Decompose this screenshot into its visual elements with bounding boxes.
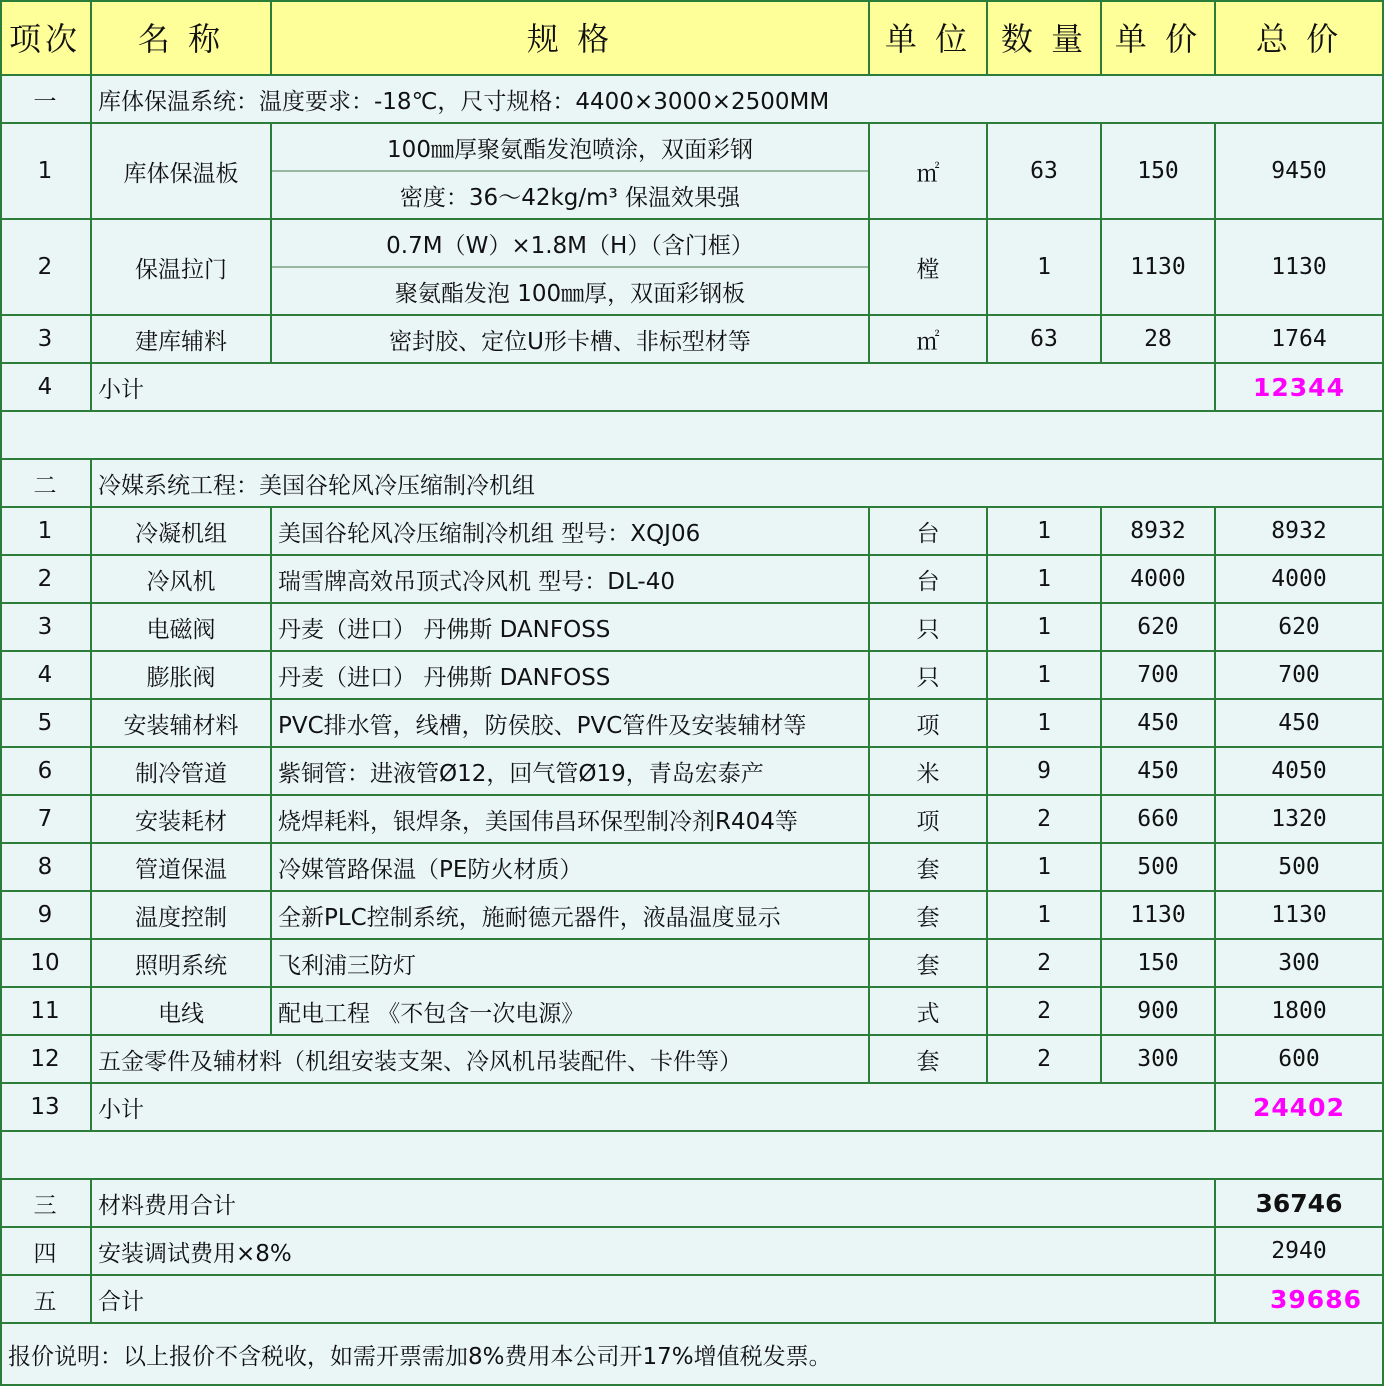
grand-label: 合计 (92, 1276, 1216, 1324)
item-spec (272, 220, 870, 316)
blank-row (0, 1132, 1384, 1180)
item-name: 照明系统 (92, 940, 272, 988)
blank-row (0, 412, 1384, 460)
item-name: 管道保温 (92, 844, 272, 892)
item-unit: 项 (870, 700, 988, 748)
item-total: 1130 (1216, 220, 1384, 316)
item-name: 库体保温板 (92, 124, 272, 220)
item-qty: 9 (988, 748, 1102, 796)
item-name: 电线 (92, 988, 272, 1036)
item-qty: 1 (988, 220, 1102, 316)
item-spec: 密封胶、定位U形卡槽、非标型材等 (272, 316, 870, 364)
item-qty: 2 (988, 988, 1102, 1036)
table-row-no: 3 (0, 604, 92, 652)
item-spec: 冷媒管路保温（PE防火材质） (272, 844, 870, 892)
item-name: 电磁阀 (92, 604, 272, 652)
item-price: 1130 (1102, 220, 1216, 316)
item-price: 700 (1102, 652, 1216, 700)
item-unit: 套 (870, 1036, 988, 1084)
item-unit: ㎡ (870, 124, 988, 220)
item-total: 1764 (1216, 316, 1384, 364)
item-price: 450 (1102, 748, 1216, 796)
item-unit: 台 (870, 556, 988, 604)
item-price: 500 (1102, 844, 1216, 892)
table-row-no: 1 (0, 508, 92, 556)
table-row-no: 8 (0, 844, 92, 892)
item-name: 冷风机 (92, 556, 272, 604)
header-qty: 数 量 (988, 0, 1102, 76)
item-unit: 只 (870, 652, 988, 700)
table-row-no: 12 (0, 1036, 92, 1084)
item-qty: 1 (988, 556, 1102, 604)
install-value: 2940 (1216, 1228, 1384, 1276)
spec-line-2: 聚氨酯发泡 100㎜厚，双面彩钢板 (394, 280, 746, 307)
item-total: 450 (1216, 700, 1384, 748)
item-unit: 项 (870, 796, 988, 844)
item-name: 保温拉门 (92, 220, 272, 316)
subtotal-label: 小计 (92, 1084, 1216, 1132)
install-label: 安装调试费用×8% (92, 1228, 1216, 1276)
item-total: 1800 (1216, 988, 1384, 1036)
item-unit: 套 (870, 892, 988, 940)
item-qty: 1 (988, 892, 1102, 940)
section2-no: 二 (0, 460, 92, 508)
subtotal-value: 12344 (1216, 364, 1384, 412)
section1-title: 库体保温系统：温度要求：-18℃，尺寸规格：4400×3000×2500MM (92, 76, 1384, 124)
item-qty: 1 (988, 652, 1102, 700)
section1-no: 一 (0, 76, 92, 124)
item-price: 900 (1102, 988, 1216, 1036)
table-row-no: 5 (0, 700, 92, 748)
item-name: 制冷管道 (92, 748, 272, 796)
item-name-spec: 五金零件及辅材料（机组安装支架、冷风机吊装配件、卡件等） (92, 1036, 870, 1084)
quote-note: 报价说明：以上报价不含税收，如需开票需加8%费用本公司开17%增值税发票。 (0, 1324, 1384, 1386)
item-spec: 飞利浦三防灯 (272, 940, 870, 988)
item-price: 300 (1102, 1036, 1216, 1084)
table-row-no: 3 (0, 316, 92, 364)
table-row-no: 7 (0, 796, 92, 844)
item-price: 450 (1102, 700, 1216, 748)
grand-no: 五 (0, 1276, 92, 1324)
header-unit: 单 位 (870, 0, 988, 76)
item-unit: 米 (870, 748, 988, 796)
item-name: 膨胀阀 (92, 652, 272, 700)
header-total: 总 价 (1216, 0, 1384, 76)
item-total: 9450 (1216, 124, 1384, 220)
item-unit: 套 (870, 940, 988, 988)
table-row-no: 11 (0, 988, 92, 1036)
item-price: 150 (1102, 940, 1216, 988)
subtotal-no: 4 (0, 364, 92, 412)
item-spec: 烧焊耗料，银焊条，美国伟昌环保型制冷剂R404等 (272, 796, 870, 844)
item-qty: 1 (988, 844, 1102, 892)
item-spec: 配电工程 《不包含一次电源》 (272, 988, 870, 1036)
item-qty: 2 (988, 940, 1102, 988)
item-price: 150 (1102, 124, 1216, 220)
item-price: 28 (1102, 316, 1216, 364)
table-row-no: 1 (0, 124, 92, 220)
item-total: 700 (1216, 652, 1384, 700)
item-name: 安装耗材 (92, 796, 272, 844)
table-row-no: 6 (0, 748, 92, 796)
item-price: 8932 (1102, 508, 1216, 556)
subtotal-no: 13 (0, 1084, 92, 1132)
subtotal-label: 小计 (92, 364, 1216, 412)
item-total: 620 (1216, 604, 1384, 652)
item-spec: 全新PLC控制系统，施耐德元器件，液晶温度显示 (272, 892, 870, 940)
item-spec: 丹麦（进口） 丹佛斯 DANFOSS (272, 604, 870, 652)
grand-value: 39686 (1216, 1276, 1384, 1324)
item-price: 1130 (1102, 892, 1216, 940)
item-qty: 63 (988, 124, 1102, 220)
item-qty: 1 (988, 508, 1102, 556)
table-row-no: 2 (0, 556, 92, 604)
spec-line-1: 0.7M（W）×1.8M（H）（含门框） (272, 220, 868, 268)
item-spec: 美国谷轮风冷压缩制冷机组 型号：XQJ06 (272, 508, 870, 556)
item-unit: 台 (870, 508, 988, 556)
item-price: 620 (1102, 604, 1216, 652)
table-row-no: 10 (0, 940, 92, 988)
item-total: 600 (1216, 1036, 1384, 1084)
item-name: 温度控制 (92, 892, 272, 940)
section2-title: 冷媒系统工程：美国谷轮风冷压缩制冷机组 (92, 460, 1384, 508)
header-spec: 规 格 (272, 0, 870, 76)
item-spec: PVC排水管，线槽，防侯胶、PVC管件及安装辅材等 (272, 700, 870, 748)
item-total: 8932 (1216, 508, 1384, 556)
item-name: 安装辅材料 (92, 700, 272, 748)
item-spec (272, 124, 870, 220)
material-no: 三 (0, 1180, 92, 1228)
item-name: 建库辅料 (92, 316, 272, 364)
item-total: 4050 (1216, 748, 1384, 796)
material-label: 材料费用合计 (92, 1180, 1216, 1228)
table-row-no: 4 (0, 652, 92, 700)
item-total: 500 (1216, 844, 1384, 892)
item-price: 660 (1102, 796, 1216, 844)
item-unit: 樘 (870, 220, 988, 316)
item-qty: 1 (988, 604, 1102, 652)
table-row-no: 9 (0, 892, 92, 940)
item-unit: ㎡ (870, 316, 988, 364)
item-qty: 2 (988, 1036, 1102, 1084)
item-spec: 瑞雪牌高效吊顶式冷风机 型号：DL-40 (272, 556, 870, 604)
item-unit: 只 (870, 604, 988, 652)
item-total: 1130 (1216, 892, 1384, 940)
material-value: 36746 (1216, 1180, 1384, 1228)
item-spec: 紫铜管：进液管Ø12，回气管Ø19，青岛宏泰产 (272, 748, 870, 796)
header-unit-price: 单 价 (1102, 0, 1216, 76)
item-total: 1320 (1216, 796, 1384, 844)
table-row-no: 2 (0, 220, 92, 316)
item-name: 冷凝机组 (92, 508, 272, 556)
item-total: 300 (1216, 940, 1384, 988)
item-total: 4000 (1216, 556, 1384, 604)
subtotal-value: 24402 (1216, 1084, 1384, 1132)
spec-line-2: 密度：36～42kg/m³ 保温效果强 (399, 184, 741, 211)
install-no: 四 (0, 1228, 92, 1276)
header-name: 名 称 (92, 0, 272, 76)
spec-line-1: 100㎜厚聚氨酯发泡喷涂，双面彩钢 (272, 124, 868, 172)
item-qty: 63 (988, 316, 1102, 364)
item-qty: 2 (988, 796, 1102, 844)
item-unit: 式 (870, 988, 988, 1036)
item-qty: 1 (988, 700, 1102, 748)
item-unit: 套 (870, 844, 988, 892)
header-item-no: 项次 (0, 0, 92, 76)
item-spec: 丹麦（进口） 丹佛斯 DANFOSS (272, 652, 870, 700)
item-price: 4000 (1102, 556, 1216, 604)
